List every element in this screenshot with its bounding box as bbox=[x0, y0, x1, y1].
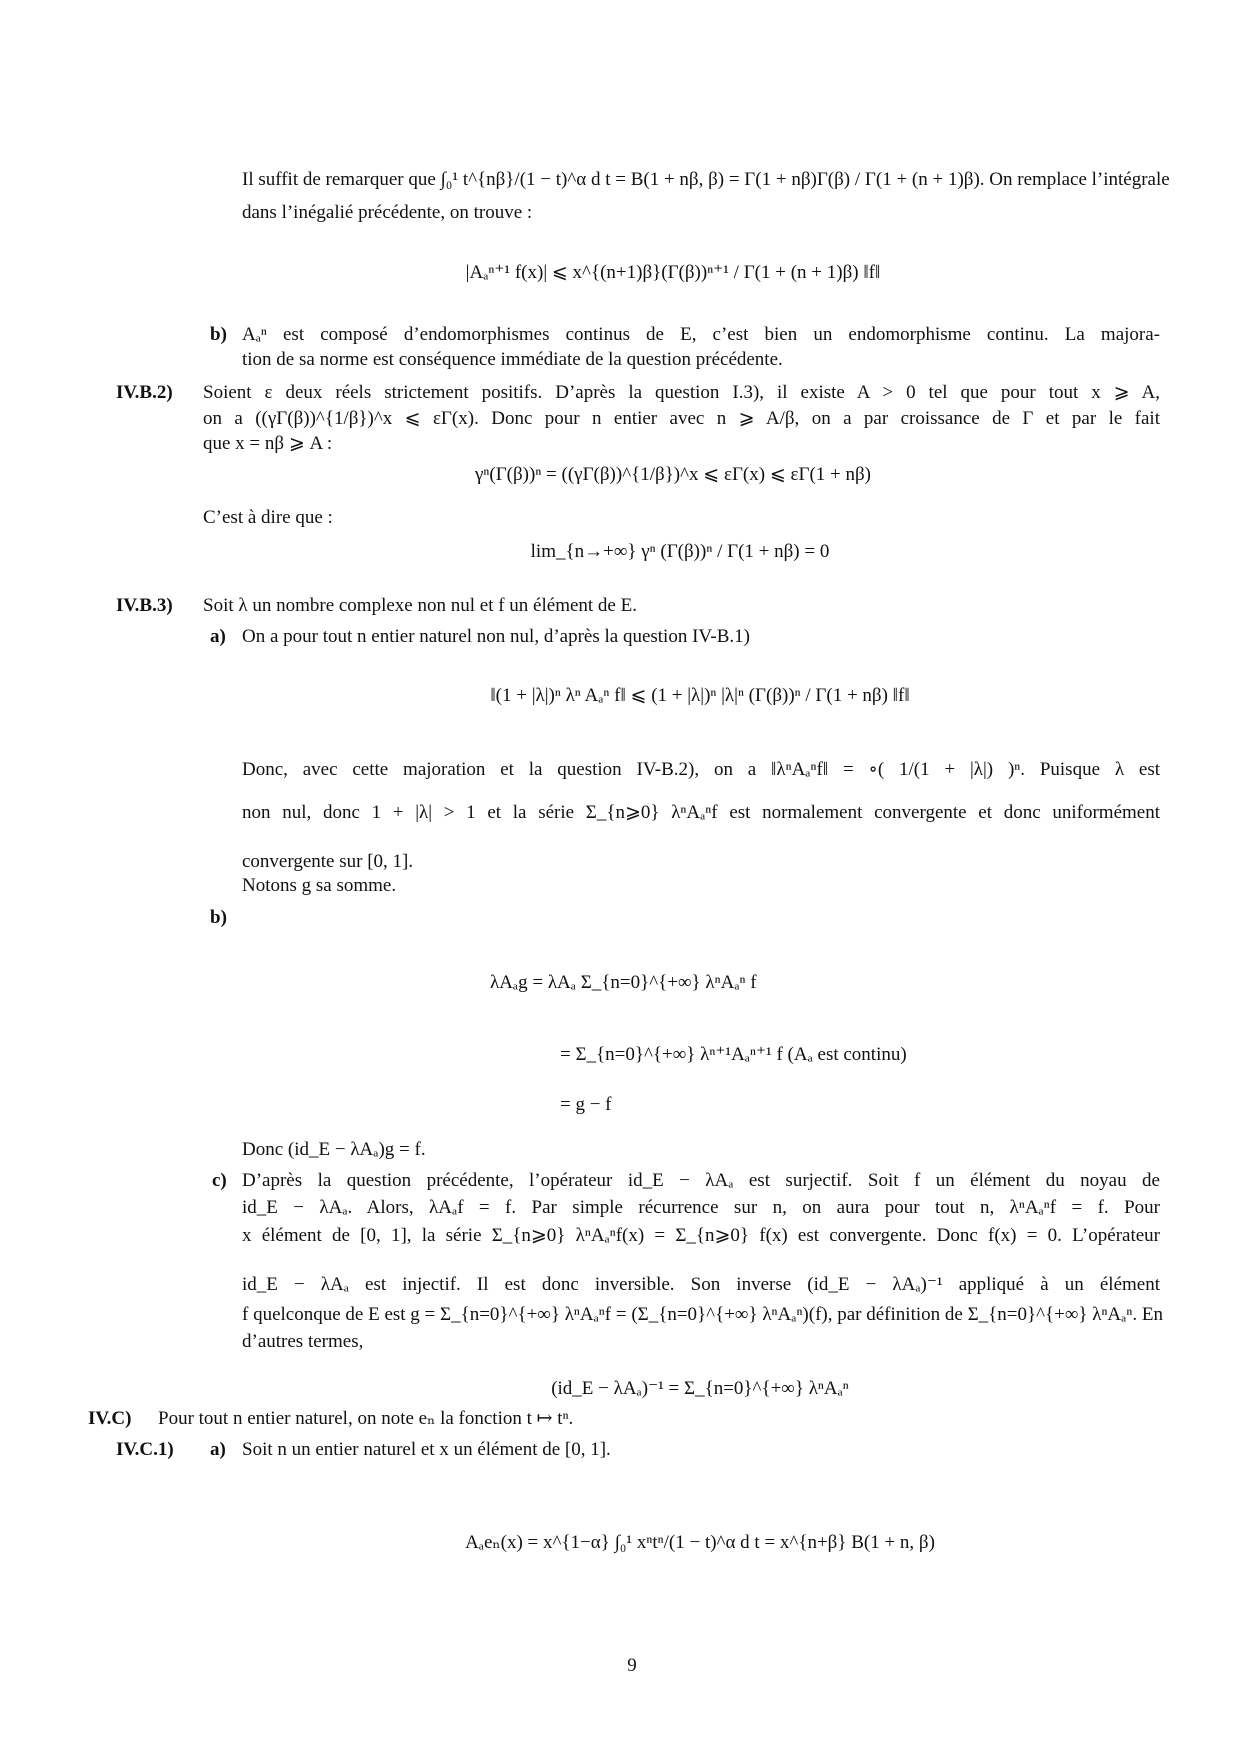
paragraph-line: Donc, avec cette majoration et la question IV-B.2), on a ‖λⁿAₐⁿf‖ = ∘( 1/(1 + |λ|) )ⁿ. Puisque λ est bbox=[242, 759, 1160, 780]
paragraph-line: Soit λ un nombre complexe non nul et f un élément de E. bbox=[203, 595, 637, 616]
equation: = g − f bbox=[560, 1094, 612, 1115]
equation: Aₐeₙ(x) = x^{1−α} ∫₀¹ xⁿtⁿ/(1 − t)^α d t = x^{n+β} B(1 + n, β) bbox=[465, 1532, 935, 1553]
paragraph-line: Soit n un entier naturel et x un élément de [0, 1]. bbox=[242, 1439, 611, 1460]
paragraph-line: tion de sa norme est conséquence immédiate de la question précédente. bbox=[242, 349, 783, 370]
equation: γⁿ(Γ(β))ⁿ = ((γΓ(β))^{1/β})^x ⩽ εΓ(x) ⩽ εΓ(1 + nβ) bbox=[474, 464, 872, 485]
item-label: a) bbox=[210, 1439, 226, 1460]
equation: lim_{n→+∞} γⁿ (Γ(β))ⁿ / Γ(1 + nβ) = 0 bbox=[530, 541, 830, 562]
paragraph-line: Pour tout n entier naturel, on note eₙ la fonction t ↦ tⁿ. bbox=[158, 1408, 574, 1429]
paragraph-line: d’autres termes, bbox=[242, 1331, 364, 1352]
page-number: 9 bbox=[627, 1655, 637, 1676]
equation: λAₐg = λAₐ Σ_{n=0}^{+∞} λⁿAₐⁿ f bbox=[490, 972, 757, 993]
item-label: b) bbox=[210, 324, 227, 345]
equation: ‖(1 + |λ|)ⁿ λⁿ Aₐⁿ f‖ ⩽ (1 + |λ|)ⁿ |λ|ⁿ (Γ(β))ⁿ / Γ(1 + nβ) ‖f‖ bbox=[490, 685, 910, 706]
paragraph-line: On a pour tout n entier naturel non nul, d’après la question IV-B.1) bbox=[242, 626, 750, 647]
paragraph-line: f quelconque de E est g = Σ_{n=0}^{+∞} λⁿAₐⁿf = (Σ_{n=0}^{+∞} λⁿAₐⁿ)(f), par définition de Σ_{n=0}^{+∞} λⁿAₐⁿ. En bbox=[242, 1304, 1163, 1325]
equation: (id_E − λAₐ)⁻¹ = Σ_{n=0}^{+∞} λⁿAₐⁿ bbox=[551, 1378, 849, 1399]
section-label: IV.C.1) bbox=[116, 1439, 174, 1460]
paragraph-line: Notons g sa somme. bbox=[242, 875, 397, 896]
item-label: a) bbox=[210, 626, 226, 647]
paragraph-line: que x = nβ ⩾ A : bbox=[203, 433, 333, 454]
paragraph-line: convergente sur [0, 1]. bbox=[242, 851, 414, 872]
item-label: b) bbox=[210, 907, 227, 928]
paragraph-line: Soient ε deux réels strictement positifs. D’après la question I.3), il existe A > 0 tel que pour tout x ⩾ A, bbox=[203, 382, 1160, 403]
paragraph-line: id_E − λAₐ. Alors, λAₐf = f. Par simple récurrence sur n, on aura pour tout n, λⁿAₐⁿf = f. Pour bbox=[242, 1197, 1160, 1218]
paragraph-line: non nul, donc 1 + |λ| > 1 et la série Σ_{n⩾0} λⁿAₐⁿf est normalement convergente et donc uniformément bbox=[242, 802, 1160, 823]
section-label: IV.B.3) bbox=[116, 595, 173, 616]
paragraph-line: Il suffit de remarquer que ∫₀¹ t^{nβ}/(1 − t)^α d t = B(1 + nβ, β) = Γ(1 + nβ)Γ(β) / Γ(1 + (n + 1)β). On remplace l’intégrale bbox=[242, 169, 1170, 190]
paragraph-line: x élément de [0, 1], la série Σ_{n⩾0} λⁿAₐⁿf(x) = Σ_{n⩾0} f(x) est convergente. Donc f(x) = 0. L’opérateur bbox=[242, 1225, 1160, 1246]
paragraph-line: on a ((γΓ(β))^{1/β})^x ⩽ εΓ(x). Donc pour n entier avec n ⩾ A/β, on a par croissance de Γ et par le fait bbox=[203, 408, 1160, 429]
paragraph-line: Aₐⁿ est composé d’endomorphismes continus de E, c’est bien un endomorphisme continu. La majora- bbox=[242, 324, 1160, 345]
section-label: IV.B.2) bbox=[116, 382, 173, 403]
item-label: c) bbox=[212, 1170, 227, 1191]
paragraph-line: D’après la question précédente, l’opérateur id_E − λAₐ est surjectif. Soit f un élément du noyau de bbox=[242, 1170, 1160, 1191]
paragraph-line: Donc (id_E − λAₐ)g = f. bbox=[242, 1139, 426, 1160]
paragraph-line: dans l’inégalié précédente, on trouve : bbox=[242, 202, 533, 223]
paragraph-line: id_E − λAₐ est injectif. Il est donc inversible. Son inverse (id_E − λAₐ)⁻¹ appliqué à un élément bbox=[242, 1274, 1160, 1295]
equation: |Aₐⁿ⁺¹ f(x)| ⩽ x^{(n+1)β}(Γ(β))ⁿ⁺¹ / Γ(1 + (n + 1)β) ‖f‖ bbox=[465, 262, 881, 283]
paragraph-line: C’est à dire que : bbox=[203, 507, 333, 528]
section-label: IV.C) bbox=[88, 1408, 132, 1429]
equation: = Σ_{n=0}^{+∞} λⁿ⁺¹Aₐⁿ⁺¹ f (Aₐ est continu) bbox=[560, 1044, 907, 1065]
